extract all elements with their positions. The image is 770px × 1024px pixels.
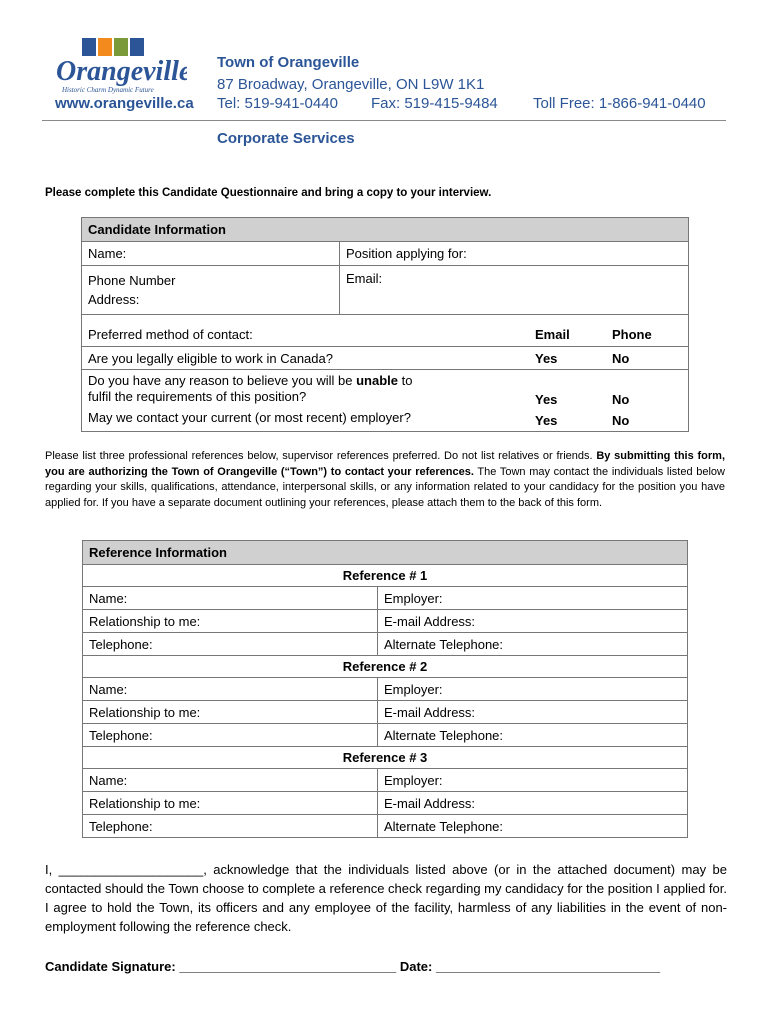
ref3-alt-telephone[interactable]: Alternate Telephone: <box>378 815 688 838</box>
ref1-employer[interactable]: Employer: <box>378 587 688 610</box>
ref1-email[interactable]: E-mail Address: <box>378 610 688 633</box>
phone-label: Phone Number <box>88 273 176 288</box>
intro-text: Please complete this Candidate Questionnaire and bring a copy to your interview. <box>45 187 492 199</box>
eligible-question: Are you legally eligible to work in Canada? <box>82 347 530 370</box>
ref3-telephone[interactable]: Telephone: <box>83 815 378 838</box>
acknowledgement-text: I, ____________________, acknowledge that the individuals listed above (or in the attached document) may be contacted should the Town choose to complete a reference check regarding my candidacy for the position I applied for. I agree to hold the Town, its officers and any employee of the facility, harmless of any liabilities in the event of non-employment following the reference check. <box>45 862 727 934</box>
employer-yes[interactable]: Yes <box>535 413 558 428</box>
candidate-title: Candidate Information <box>82 218 689 242</box>
signature-line[interactable]: Candidate Signature: ______________________________ Date: _______________________________ <box>45 959 661 974</box>
reference-2-header: Reference # 2 <box>83 656 688 678</box>
org-fax: Fax: 519-415-9484 <box>371 95 498 112</box>
ref2-alt-telephone[interactable]: Alternate Telephone: <box>378 724 688 747</box>
phone-address-field[interactable] <box>82 266 340 315</box>
unable-yes[interactable]: Yes <box>535 392 558 407</box>
contact-question: Preferred method of contact: <box>82 315 530 347</box>
org-tollfree: Toll Free: 1-866-941-0440 <box>533 95 706 112</box>
employer-no[interactable]: No <box>612 413 630 428</box>
contact-email-option[interactable]: Email <box>529 315 606 347</box>
header-divider <box>42 120 726 121</box>
ref2-telephone[interactable]: Telephone: <box>83 724 378 747</box>
eligible-yes[interactable]: Yes <box>529 347 606 370</box>
ref1-relationship[interactable]: Relationship to me: <box>83 610 378 633</box>
svg-text:Orangeville: Orangeville <box>56 56 187 87</box>
reference-3-header: Reference # 3 <box>83 747 688 769</box>
address-label: Address: <box>88 292 140 307</box>
ref1-name[interactable]: Name: <box>83 587 378 610</box>
eligible-no[interactable]: No <box>606 347 689 370</box>
ref1-alt-telephone[interactable]: Alternate Telephone: <box>378 633 688 656</box>
ref3-name[interactable]: Name: <box>83 769 378 792</box>
org-tel: Tel: 519-941-0440 <box>217 95 338 112</box>
ref3-employer[interactable]: Employer: <box>378 769 688 792</box>
ref2-email[interactable]: E-mail Address: <box>378 701 688 724</box>
unable-employer-no[interactable] <box>606 370 689 432</box>
reference-table <box>82 540 688 838</box>
ref3-email[interactable]: E-mail Address: <box>378 792 688 815</box>
name-field[interactable]: Name: <box>82 242 340 266</box>
email-field[interactable]: Email: <box>340 266 689 315</box>
reference-1-header: Reference # 1 <box>83 565 688 587</box>
unable-employer-yes[interactable] <box>529 370 606 432</box>
org-name: Town of Orangeville <box>217 54 360 71</box>
candidate-table <box>81 217 689 432</box>
ref2-relationship[interactable]: Relationship to me: <box>83 701 378 724</box>
website[interactable]: www.orangeville.ca <box>55 95 194 112</box>
unable-no[interactable]: No <box>612 392 630 407</box>
position-field[interactable]: Position applying for: <box>340 242 689 266</box>
unable-employer-questions: Do you have any reason to believe you will be unable to fulfil the requirements of this position? May we contact your current (or most recent) employer? <box>82 370 530 432</box>
svg-text:Historic Charm Dynamic Futur: Historic Charm Dynamic Future <box>62 86 154 94</box>
reference-title: Reference Information <box>83 541 688 565</box>
ref3-relationship[interactable]: Relationship to me: <box>83 792 378 815</box>
references-instructions: Please list three professional references below, supervisor references preferred. Do not list relatives or friends. By submitting this form, you are authorizing the Town of Orangeville (“Town”) to contact your references. The Town may contact the individuals listed below regarding your skills, qualifications, attendance, interpersonal skills, or any information related to your candidacy for the position you have applied for. If you have a separate document outlining your references, please attach them to the back of this form. <box>45 450 725 509</box>
contact-phone-option[interactable]: Phone <box>606 315 689 347</box>
department: Corporate Services <box>217 130 355 147</box>
ref2-name[interactable]: Name: <box>83 678 378 701</box>
org-address: 87 Broadway, Orangeville, ON L9W 1K1 <box>217 76 485 93</box>
ref1-telephone[interactable]: Telephone: <box>83 633 378 656</box>
ref2-employer[interactable]: Employer: <box>378 678 688 701</box>
